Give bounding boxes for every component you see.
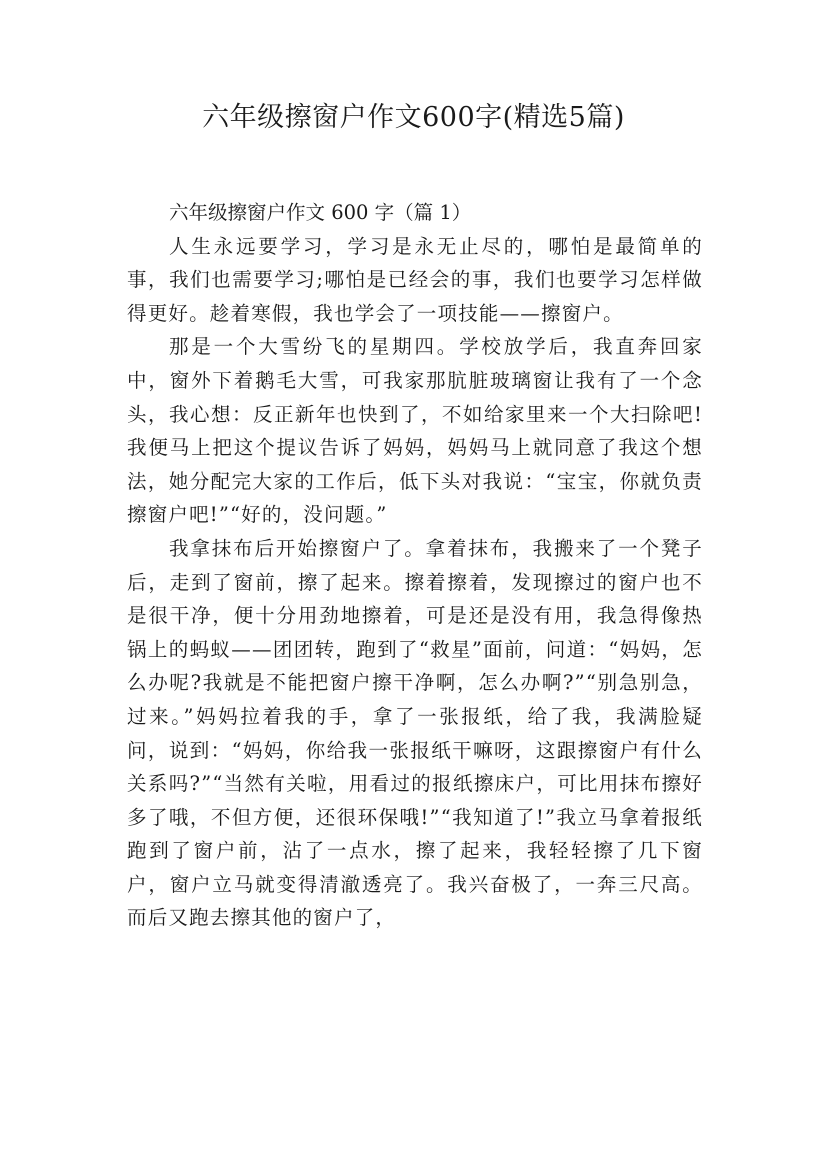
- paragraph-2: 那是一个大雪纷飞的星期四。学校放学后，我直奔回家中，窗外下着鹅毛大雪，可我家那肮脏玻璃窗让我有了一个念头，我心想：反正新年也快到了，不如给家里来一个大扫除吧!我便马上把这个提议告诉了妈妈，妈妈马上就同意了我这个想法，她分配完大家的工作后，低下头对我说：“宝宝，你就负责擦窗户吧!”“好的，没问题。”: [127, 335, 703, 527]
- document-body: [127, 196, 703, 935]
- paragraph-1: 人生永远要学习，学习是永无止尽的，哪怕是最简单的事，我们也需要学习;哪怕是已经会的事，我们也要学习怎样做得更好。趁着寒假，我也学会了一项技能——擦窗户。: [127, 234, 703, 325]
- document-title: 六年级擦窗户作文600字(精选5篇): [202, 102, 625, 133]
- section-heading: 六年级擦窗户作文 600 字（篇 1）: [169, 201, 472, 224]
- paragraph-3: 我拿抹布后开始擦窗户了。拿着抹布，我搬来了一个凳子后，走到了窗前，擦了起来。擦着擦着，发现擦过的窗户也不是很干净，便十分用劲地擦着，可是还是没有用，我急得像热锅上的蚂蚁——团团转，跑到了“救星”面前，问道：“妈妈，怎么办呢?我就是不能把窗户擦干净啊，怎么办啊?”“别急别急，过来。”妈妈拉着我的手，拿了一张报纸，给了我，我满脸疑问，说到：“妈妈，你给我一张报纸干嘛呀，这跟擦窗户有什么关系吗?”“当然有关啦，用看过的报纸擦床户，可比用抹布擦好多了哦，不但方便，还很环保哦!”“我知道了!”我立马拿着报纸跑到了窗户前，沾了一点水，擦了起来，我轻轻擦了几下窗户，窗户立马就变得清澈透亮了。我兴奋极了，一奔三尺高。而后又跑去擦其他的窗户了，: [127, 536, 703, 930]
